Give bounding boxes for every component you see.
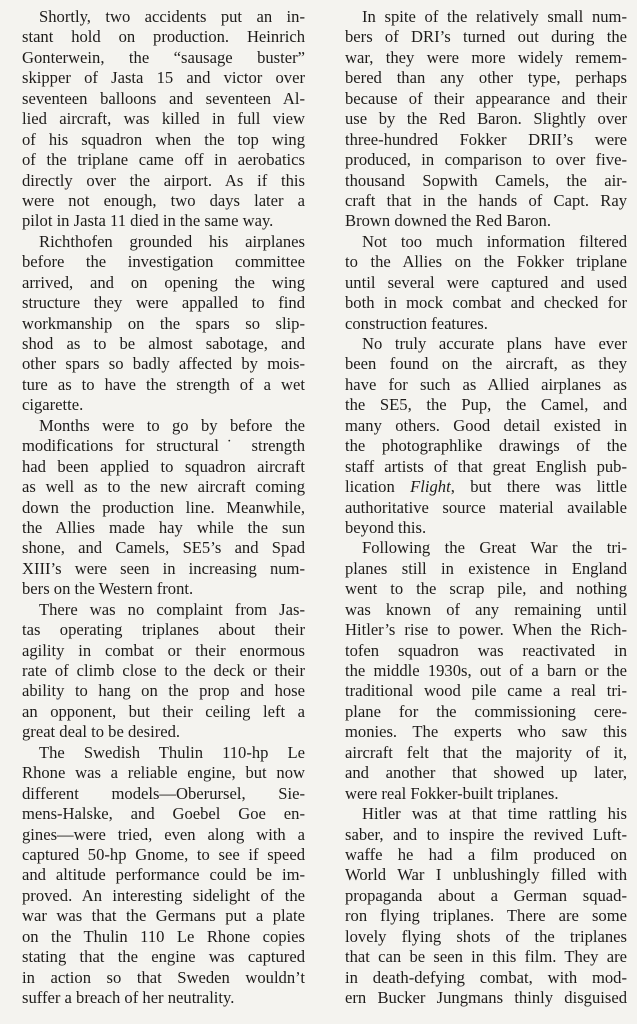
text-line: construction features. — [345, 313, 488, 333]
text-line: structure they were appalled to find — [22, 293, 305, 313]
text-line: Hitler was at that time rattling his — [362, 804, 627, 824]
text-line: proved. An interesting sidelight of the — [22, 885, 305, 905]
text-line: and another that showed up later, — [345, 763, 627, 783]
text-line: have for such as Allied airplanes as — [345, 374, 627, 394]
paragraph — [22, 232, 305, 416]
text-line: to the Allies on the Fokker triplane — [345, 252, 627, 272]
text-line: saber, and to inspire the revived Luft- — [345, 824, 627, 844]
text-line: before the investigation committee — [22, 252, 305, 272]
text-line: on the Thulin 110 Le Rhone copies — [22, 926, 305, 946]
text-line: that can be seen in this film. They are — [345, 947, 627, 967]
text-line: the SE5, the Pup, the Camel, and — [345, 395, 627, 415]
paragraph — [22, 600, 305, 743]
text-line: mens-Halske, and Goebel Goe en- — [22, 804, 305, 824]
text-line: workmanship on the spars so slip- — [22, 313, 305, 333]
paragraph — [22, 743, 305, 1009]
text-line: were real Fokker-built triplanes. — [345, 783, 559, 803]
paragraph — [345, 232, 627, 334]
text-line: suffer a breach of her neutrality. — [22, 988, 235, 1007]
text-line: seventeen balloons and seventeen Al- — [22, 88, 305, 108]
text-line: modifications for structural˙ strength — [22, 436, 305, 456]
text-line: captured 50-hp Gnome, to see if speed — [22, 844, 305, 864]
text-line: aircraft felt that the majority of it, — [345, 742, 627, 762]
text-line: down the production line. Meanwhile, — [22, 497, 305, 517]
text-line: ability to hang on the prop and hose — [22, 681, 305, 701]
text-line: pilot in Jasta 11 died in the same way. — [22, 211, 274, 231]
text-line: tas operating triplanes about their — [22, 620, 305, 640]
paragraph — [345, 804, 627, 1008]
text-line: World War I unblushingly filled with — [345, 865, 627, 885]
text-line: ern Bucker Jungmans thinly disguised — [345, 988, 627, 1007]
text-line: propaganda about a German squad- — [345, 885, 627, 905]
text-line: lied aircraft, was killed in full view — [22, 109, 305, 129]
text-line: an opponent, but their ceiling left a — [22, 701, 305, 721]
text-line: Hitler’s rise to power. When the Rich- — [345, 620, 627, 640]
text-line: craft that in the hands of Capt. Ray — [345, 190, 627, 210]
text-line: plane for the commissioning cere- — [345, 701, 627, 721]
text-line: use by the Red Baron. Slightly over — [345, 109, 627, 129]
text-line: rate of climb close to the deck or their — [22, 661, 305, 680]
text-line: directly over the airport. As if this — [22, 170, 305, 190]
publication-title: Flight — [410, 477, 451, 497]
text-line: different models—Oberursel, Sie- — [22, 783, 305, 803]
text-line: the middle 1930s, out of a barn or the — [345, 661, 627, 680]
text-line: No truly accurate plans have ever — [362, 334, 627, 353]
text-line: of the triplane came off in aerobatics — [22, 150, 305, 170]
text-line: war, they were more widely remem- — [345, 47, 627, 67]
text-line: of his squadron when the top wing — [22, 129, 305, 149]
text-line: stant hold on production. Heinrich — [22, 27, 305, 47]
text-line: as well as to the new aircraft coming — [22, 477, 305, 497]
text-line: skipper of Jasta 15 and victor over — [22, 68, 305, 88]
text-line: ron flying triplanes. There are some — [345, 906, 627, 926]
text-line: Not too much information filtered — [362, 231, 627, 251]
text-line: In spite of the relatively small num- — [362, 7, 627, 26]
text-line: was known of any remaining until — [345, 599, 627, 619]
text-line: in action so that Sweden wouldn’t — [22, 967, 305, 987]
text-line: gines—were tried, even along with a — [22, 824, 305, 844]
text-line: Rhone was a reliable engine, but now — [22, 763, 305, 783]
text-line: bered than any other type, perhaps — [345, 68, 627, 88]
text-line: and altitude performance could be im- — [22, 865, 305, 885]
text-line: staff artists of that great English pub- — [345, 456, 627, 476]
text-line: lication Flight, but there was little — [345, 477, 627, 497]
text-line: three-hundred Fokker DRII’s were — [345, 129, 627, 149]
paragraph — [345, 7, 627, 232]
text-line: had been applied to squadron aircraft — [22, 456, 305, 476]
text-line: Richthofen grounded his airplanes — [39, 231, 305, 251]
text-line: were not enough, two days later a — [22, 190, 305, 210]
text-line: been found on the aircraft, as they — [345, 354, 627, 374]
paragraph — [22, 416, 305, 600]
text-line: Gonterwein, the “sausage buster” — [22, 47, 305, 67]
text-line: the Allies made hay while the sun — [22, 517, 305, 537]
text-line: monies. The experts who saw this — [345, 722, 627, 742]
right-column — [345, 7, 627, 1008]
text-line: Following the Great War the tri- — [362, 538, 627, 558]
text-line: agility in combat or their enormous — [22, 640, 305, 660]
text-line: The Swedish Thulin 110-hp Le — [39, 742, 305, 762]
text-line: waffe he had a film produced on — [345, 844, 627, 864]
text-line: Months were to go by before the — [39, 415, 305, 435]
text-line: shone, and Camels, SE5’s and Spad — [22, 538, 305, 558]
text-line: many others. Good detail existed in — [345, 415, 627, 435]
left-column — [22, 7, 305, 1008]
text-line: arrived, and on opening the wing — [22, 272, 305, 292]
text-line: because of their appearance and their — [345, 88, 627, 108]
text-line: beyond this. — [345, 517, 427, 537]
text-line: great deal to be desired. — [22, 722, 181, 742]
text-line: produced, in comparison to over five- — [345, 150, 627, 170]
text-line: Brown downed the Red Baron. — [345, 211, 552, 231]
text-line: stating that the engine was captured — [22, 947, 305, 967]
text-line: both in mock combat and checked for — [345, 293, 627, 313]
text-line: the photographlike drawings of the — [345, 436, 627, 456]
text-line: bers of DRI’s turned out during the — [345, 27, 627, 47]
text-line: went to the scrap pile, and nothing — [345, 579, 627, 599]
text-line: XIII’s were seen in increasing num- — [22, 558, 305, 578]
paragraph — [345, 538, 627, 804]
text-line: shod as to be almost sabotage, and — [22, 334, 305, 353]
text-line: planes still in existence in England — [345, 558, 627, 578]
text-line: authoritative source material available — [345, 497, 627, 517]
text-line: in death-defying combat, with mod- — [345, 967, 627, 987]
text-line: ture as to have the strength of a wet — [22, 374, 305, 394]
text-line: thousand Sopwith Camels, the air- — [345, 170, 627, 190]
text-line: war was that the Germans put a plate — [22, 906, 305, 926]
paragraph — [22, 7, 305, 232]
paragraph — [345, 334, 627, 538]
text-line: other spars so badly affected by mois- — [22, 354, 305, 374]
text-line: tofen squadron was reactivated in — [345, 640, 627, 660]
text-line: bers on the Western front. — [22, 579, 194, 599]
text-line: There was no complaint from Jas- — [39, 599, 305, 619]
text-line: cigarette. — [22, 395, 84, 415]
text-line: until several were captured and used — [345, 272, 627, 292]
text-line: traditional wood pile came a real tri- — [345, 681, 627, 701]
text-line: Shortly, two accidents put an in- — [39, 7, 305, 26]
text-line: lovely flying shots of the triplanes — [345, 926, 627, 946]
